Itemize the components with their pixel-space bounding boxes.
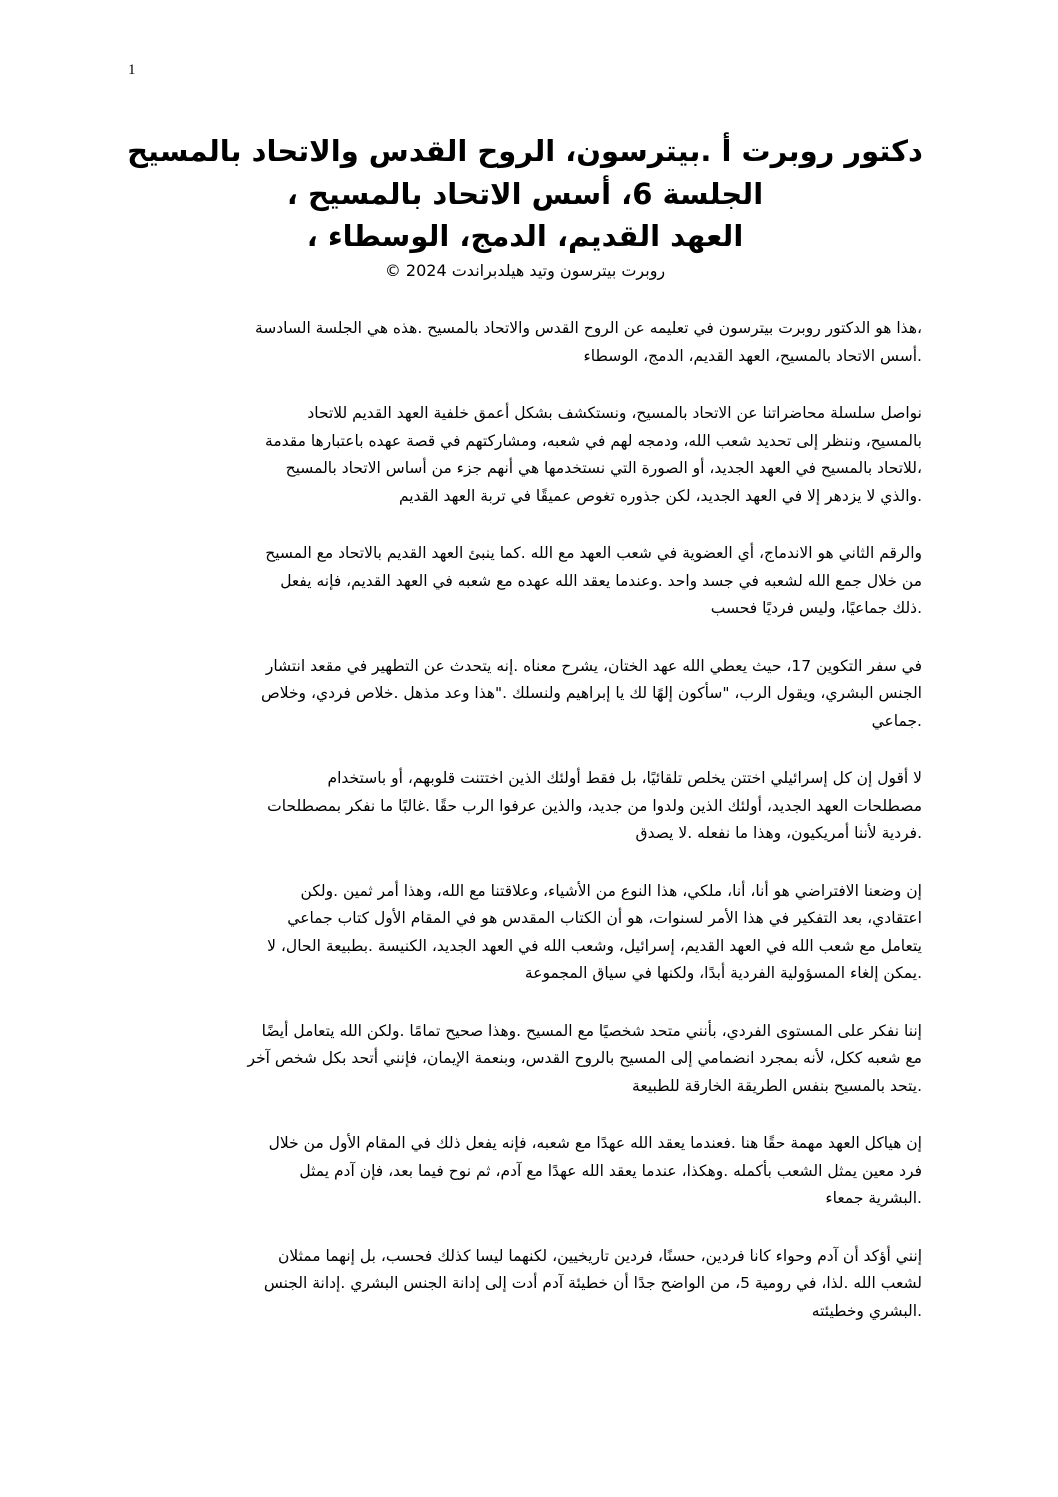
paragraph-line: .والذي لا يزدهر إلا في العهد الجديد، لكن جذوره تغوص عميقًا في تربة العهد القديم	[398, 486, 922, 505]
paragraph-line: مع شعبه ككل، لأنه بمجرد انضمامي إلى المسيح بالروح القدس، وبنعمة الإيمان، فإنني أتحد بكل شخص آخر	[247, 1049, 922, 1067]
paragraph	[133, 540, 922, 623]
paragraph-line: .جماعي	[871, 711, 922, 730]
paragraph-line: لا أقول إن كل إسرائيلي اختتن يخلص تلقائيًا، بل فقط أولئك الذين اختتنت قلوبهم، أو باستخدام	[327, 769, 922, 787]
paragraph-line: .فردية لأننا أمريكيون، وهذا ما نفعله .لا يصدق	[635, 824, 922, 842]
paragraph	[133, 1130, 922, 1213]
paragraph	[133, 1018, 922, 1101]
paragraph	[133, 765, 922, 848]
paragraph-line: نواصل سلسلة محاضراتنا عن الاتحاد بالمسيح، ونستكشف بشكل أعمق خلفية العهد القديم للاتحاد	[307, 404, 922, 422]
paragraph-line: يتعامل مع شعب الله في العهد القديم، إسرائيل، وشعب الله في العهد الجديد، الكنيسة .بطبيعة الحال، لا	[267, 936, 922, 955]
paragraph-line: في سفر التكوين 17، حيث يعطي الله عهد الختان، يشرح معناه .إنه يتحدث عن التطهير في مقعد انتشار	[265, 656, 922, 675]
paragraph-line: من خلال جمع الله لشعبه في جسد واحد .وعندما يعقد الله عهده مع شعبه في العهد القديم، فإنه يفعل	[280, 571, 922, 590]
paragraph-line: .البشري وخطيئته	[811, 1301, 922, 1320]
paragraph-line: مصطلحات العهد الجديد، أولئك الذين ولدوا من جديد، والذين عرفوا الرب حقًا .غالبًا ما نفكر بمصطلحات	[267, 796, 922, 815]
document-body	[133, 315, 922, 1355]
paragraph	[133, 315, 922, 370]
paragraph-line: بالمسيح، وننظر إلى تحديد شعب الله، ودمجه لهم في شعبه، ومشاركتهم في قصة عهده باعتبارها مقدمة	[265, 431, 922, 450]
title-line-1: دكتور روبرت أ .بيترسون، الروح القدس والاتحاد بالمسيح	[127, 134, 923, 168]
paragraph	[133, 400, 922, 510]
paragraph-line: ،هذا هو الدكتور روبرت بيترسون في تعليمه عن الروح القدس والاتحاد بالمسيح .هذه هي الجلسة السادسة	[254, 319, 922, 337]
paragraph	[133, 878, 922, 988]
title-line-3: العهد القديم، الدمج، الوسطاء ،	[306, 219, 744, 253]
paragraph-line: ،للاتحاد بالمسيح في العهد الجديد، أو الصورة التي نستخدمها هي أنهم جزء من أساس الاتحاد بالمسيح	[285, 459, 922, 477]
paragraph-line: اعتقادي، بعد التفكير في هذا الأمر لسنوات، هو أن الكتاب المقدس هو في المقام الأول كتاب جماعي	[287, 909, 922, 927]
copyright-line: روبرت بيترسون وتيد هيلدبراندت 2024 ©	[384, 260, 666, 280]
paragraph	[133, 1243, 922, 1326]
paragraph-line: إن هياكل العهد مهمة حقًا هنا .فعندما يعقد الله عهدًا مع شعبه، فإنه يفعل ذلك في المقام الأول من خلال	[268, 1134, 922, 1152]
paragraph-line: .يمكن إلغاء المسؤولية الفردية أبدًا، ولكنها في سياق المجموعة	[524, 964, 922, 982]
paragraph-line: إن وضعنا الافتراضي هو أنا، أنا، ملكي، هذا النوع من الأشياء، وعلاقتنا مع الله، وهذا أمر ثمين .ولكن	[300, 881, 922, 900]
paragraph-line: والرقم الثاني هو الاندماج، أي العضوية في شعب العهد مع الله .كما ينبئ العهد القديم بالاتحاد مع المسيح	[265, 544, 922, 562]
paragraph-line: .البشرية جمعاء	[825, 1189, 922, 1207]
document-header	[120, 130, 930, 283]
paragraph-line: .أسس الاتحاد بالمسيح، العهد القديم، الدمج، الوسطاء	[583, 346, 922, 365]
paragraph-line: .يتحد بالمسيح بنفس الطريقة الخارقة للطبيعة	[632, 1076, 922, 1095]
paragraph-line: فرد معين يمثل الشعب بأكمله .وهكذا، عندما يعقد الله عهدًا مع آدم، ثم نوح فيما بعد، فإن آدم يمثل	[299, 1161, 922, 1180]
paragraph-line: الجنس البشري، ويقول الرب، "سأكون إلهًا لك يا إبراهيم ولنسلك ."هذا وعد مذهل .خلاص فردي، وخلاص	[260, 684, 922, 702]
page-number: 1	[128, 62, 136, 78]
paragraph-line: لشعب الله .لذا، في رومية 5، من الواضح جدًا أن خطيئة آدم أدت إلى إدانة الجنس البشري .إدانة الجنس	[263, 1274, 922, 1292]
paragraph-line: إننا نفكر على المستوى الفردي، بأنني متحد شخصيًا مع المسيح .وهذا صحيح تمامًا .ولكن الله يتعامل أيضًا	[261, 1021, 922, 1040]
title-line-2: الجلسة 6، أسس الاتحاد بالمسيح ،	[286, 176, 764, 211]
paragraph-line: إنني أؤكد أن آدم وحواء كانا فردين، حسنًا، فردين تاريخيين، لكنهما ليسا كذلك فحسب، بل إنهما ممثلان	[278, 1246, 922, 1265]
paragraph	[133, 653, 922, 736]
paragraph-line: .ذلك جماعيًا، وليس فرديًا فحسب	[710, 599, 922, 617]
